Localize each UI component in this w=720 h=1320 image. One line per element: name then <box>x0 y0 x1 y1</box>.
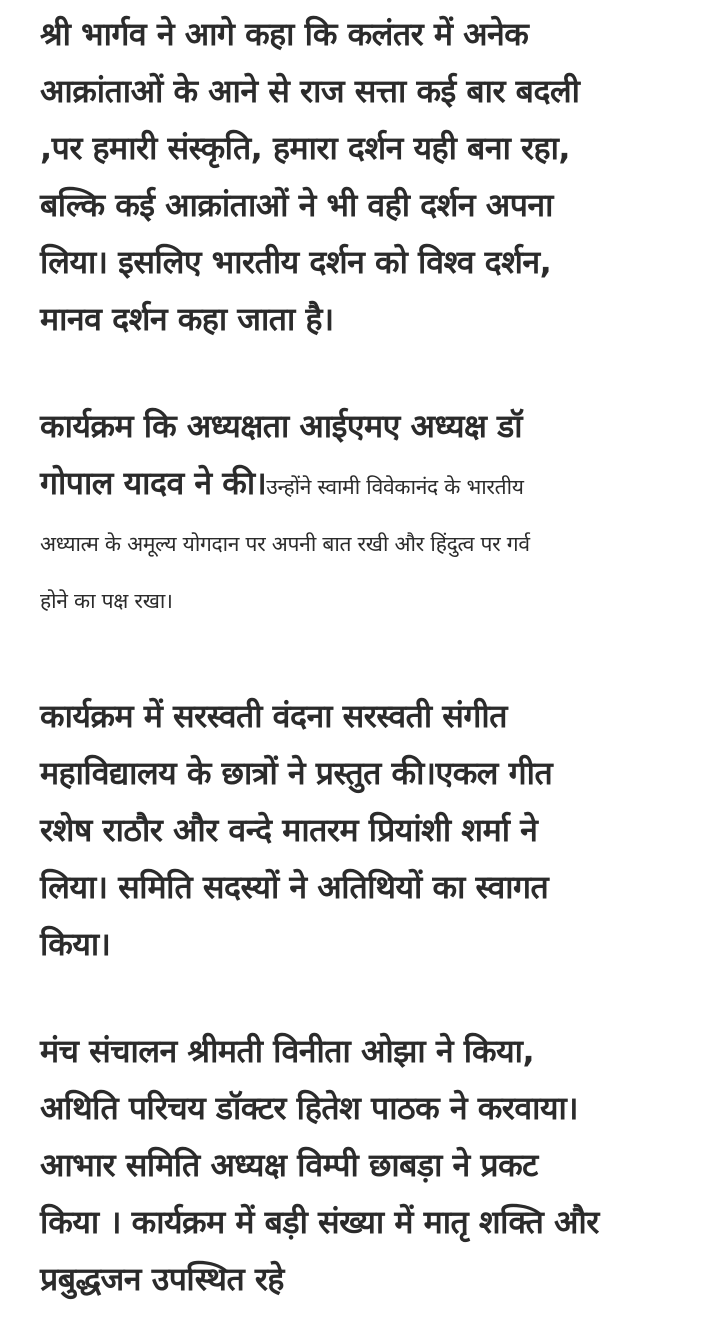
text-line: कार्यक्रम में सरस्वती वंदना सरस्वती संगीत <box>40 697 507 735</box>
text-line: बल्कि कई आक्रांताओं ने भी वही दर्शन अपना <box>40 186 553 224</box>
paragraph-stage-conduct <box>40 1023 680 1308</box>
text-line: मानव दर्शन कहा जाता है। <box>40 300 334 338</box>
paragraph-bhargav-remarks <box>40 0 680 348</box>
text-line: महाविद्यालय के छात्रों ने प्रस्तुत की।एकल गीत <box>40 754 553 792</box>
text-line-small: अध्यात्म के अमूल्य योगदान पर अपनी बात रखी और हिंदुत्व पर गर्व <box>40 532 530 556</box>
text-line: ,पर हमारी संस्कृति, हमारा दर्शन यही बना रहा, <box>40 129 571 167</box>
text-segment-small: उन्होंने स्वामी विवेकानंद के भारतीय <box>266 475 524 499</box>
text-line: किया। <box>40 925 111 963</box>
text-line: लिया। इसलिए भारतीय दर्शन को विश्व दर्शन, <box>40 243 552 281</box>
text-line: आक्रांताओं के आने से राज सत्ता कई बार बदली <box>40 72 580 110</box>
text-line: रशेष राठौर और वन्दे मातरम प्रियांशी शर्मा ने <box>40 811 538 849</box>
text-line: आभार समिति अध्यक्ष विम्पी छाबड़ा ने प्रकट <box>40 1146 538 1184</box>
text-line: कार्यक्रम कि अध्यक्षता आईएमए अध्यक्ष डॉ <box>40 407 523 445</box>
text-line: श्री भार्गव ने आगे कहा कि कलंतर में अनेक <box>40 15 529 53</box>
text-line: लिया। समिति सदस्यों ने अतिथियों का स्वागत <box>40 868 549 906</box>
text-segment-bold: गोपाल यादव ने की। <box>40 464 267 502</box>
paragraph-presidency <box>40 398 680 630</box>
text-line-small: होने का पक्ष रखा। <box>40 589 173 613</box>
paragraph-saraswati-vandana <box>40 688 680 973</box>
text-line: अथिति परिचय डॉक्टर हितेश पाठक ने करवाया। <box>40 1089 578 1127</box>
text-line: किया । कार्यक्रम में बड़ी संख्या में मातृ शक्ति और <box>40 1203 599 1241</box>
text-line <box>40 455 680 516</box>
text-line: प्रबुद्धजन उपस्थित रहे <box>40 1260 284 1298</box>
text-line: मंच संचालन श्रीमती विनीता ओझा ने किया, <box>40 1032 535 1070</box>
